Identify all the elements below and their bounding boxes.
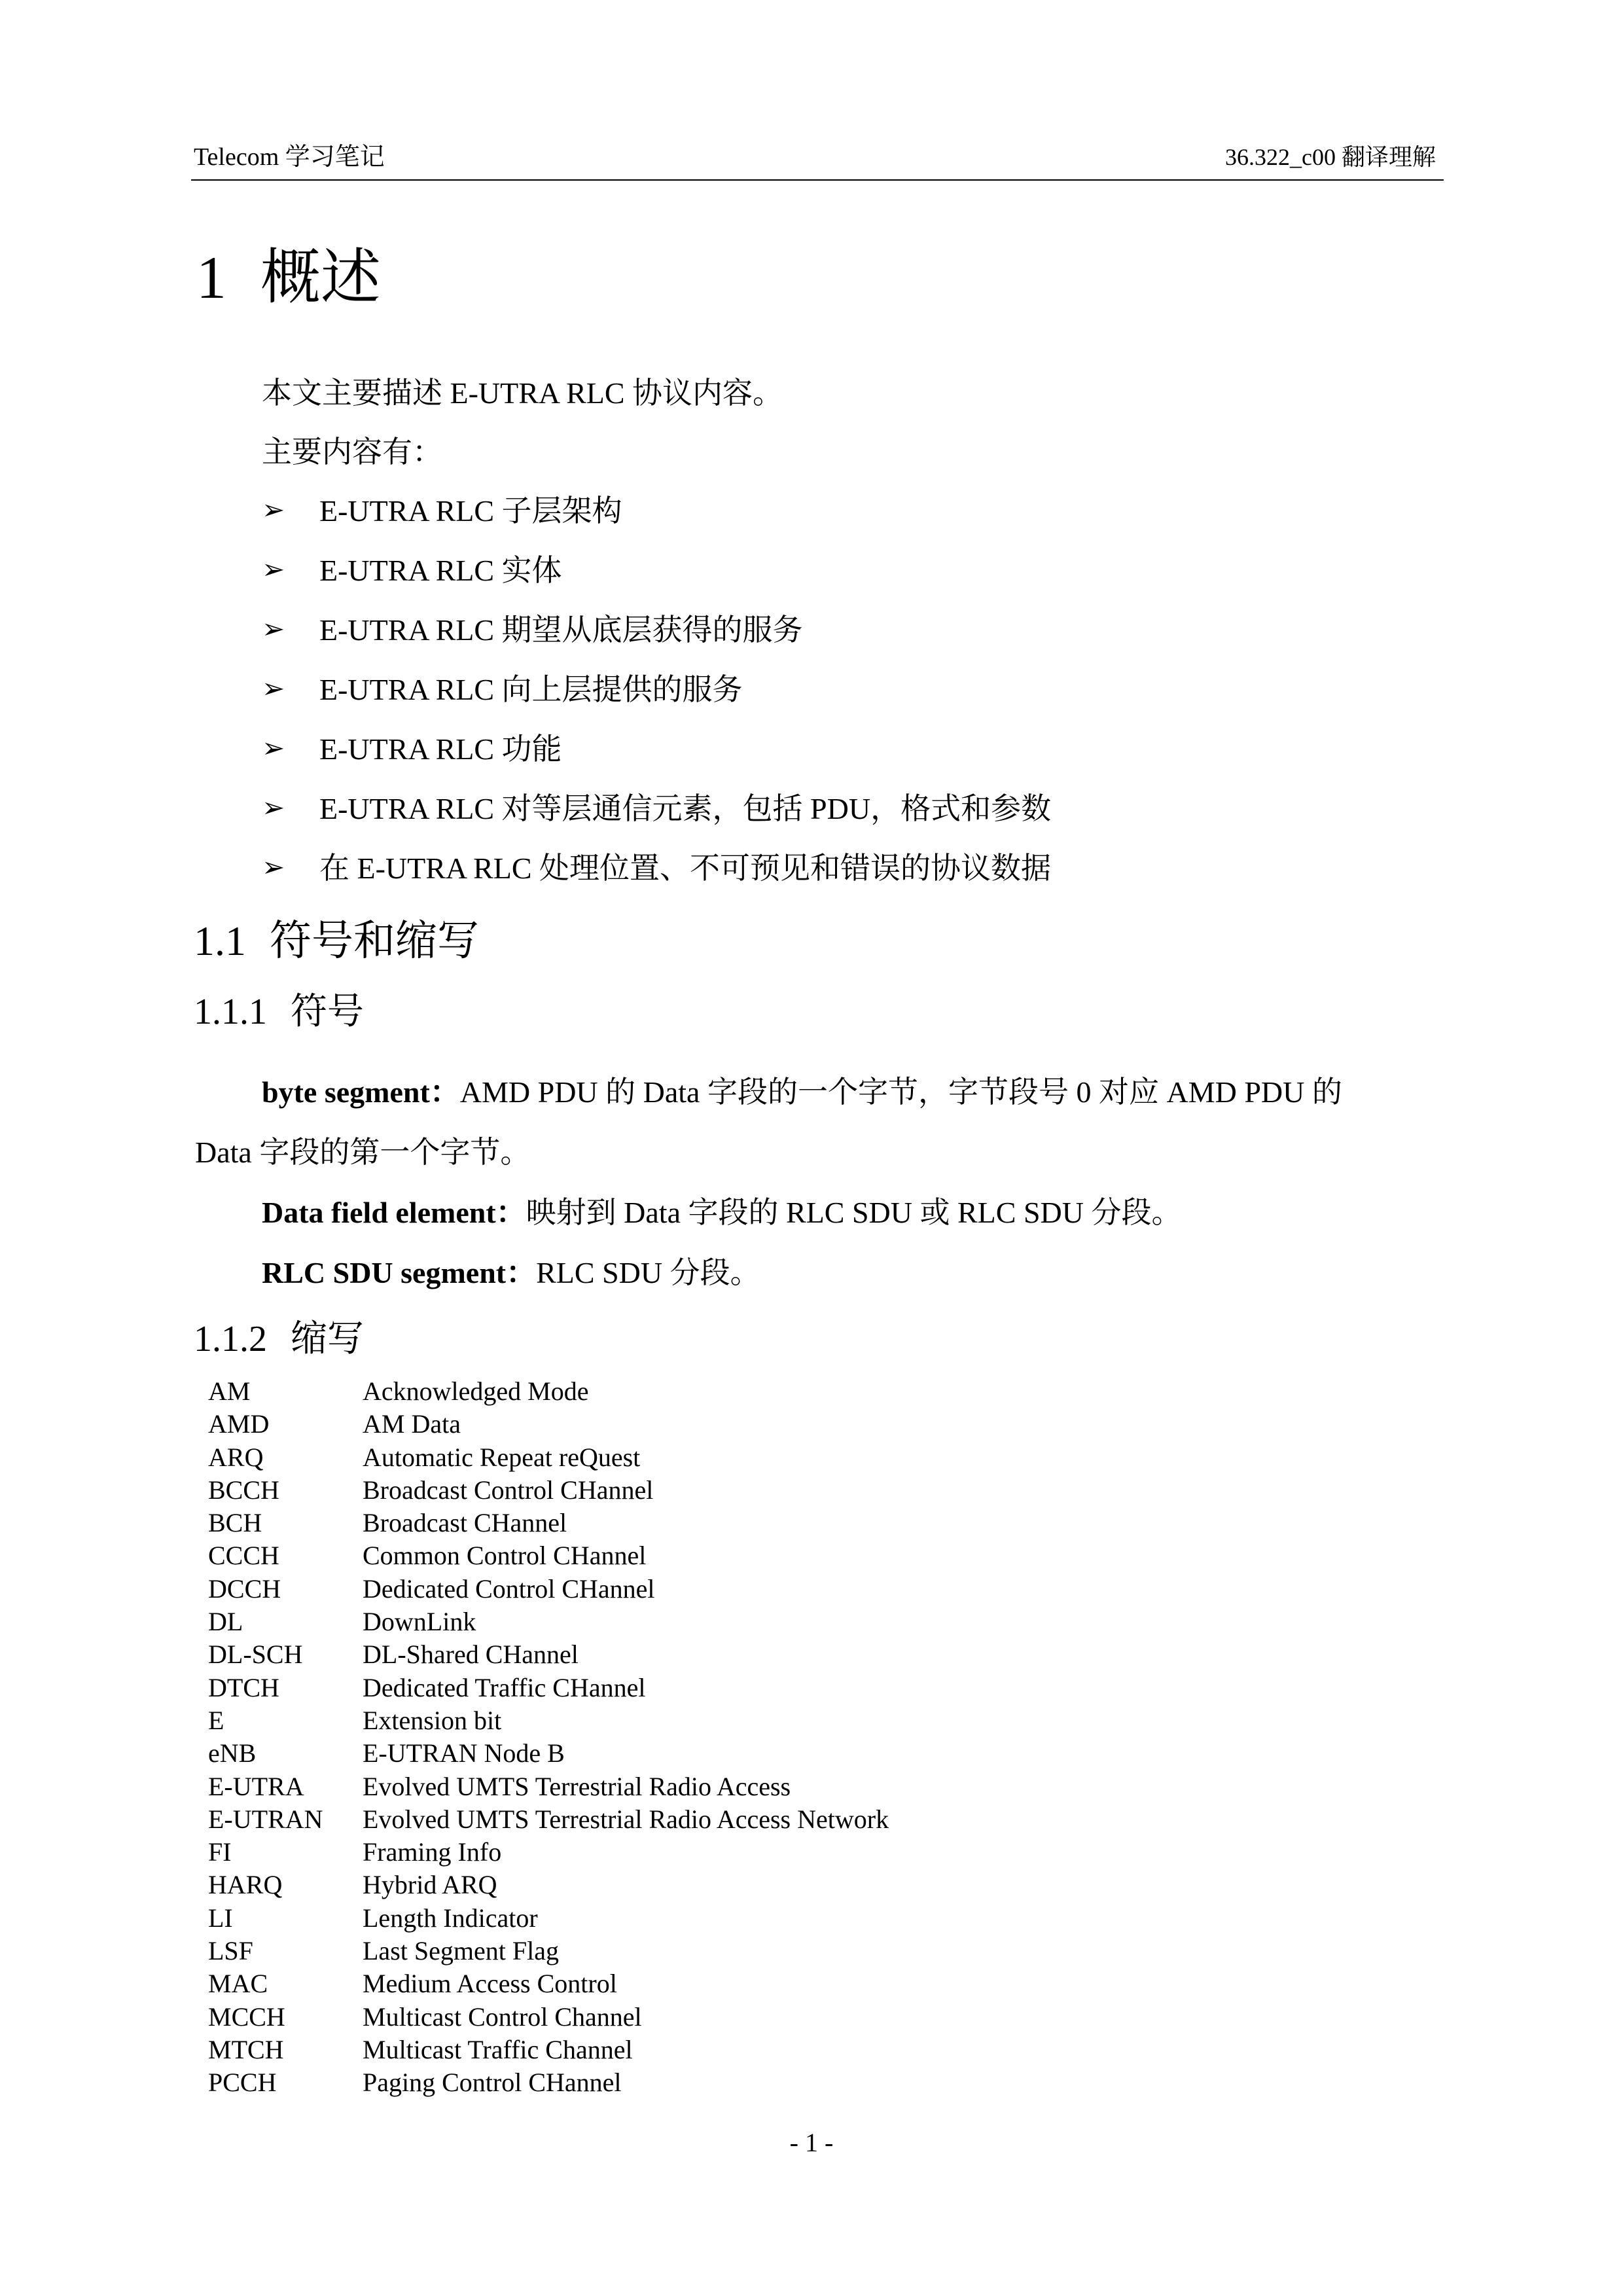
list-item	[262, 615, 1051, 675]
page-number: - 1 -	[789, 2128, 834, 2157]
header-left-title: Telecom 学习笔记	[194, 143, 385, 171]
abbreviation-meaning: AM Data	[363, 1409, 461, 1439]
abbreviation-row	[208, 1672, 1190, 1708]
abbreviation-meaning: DownLink	[363, 1607, 476, 1637]
list-item	[262, 853, 1051, 913]
abbreviation-meaning: Broadcast CHannel	[363, 1508, 567, 1538]
abbreviation-term: LSF	[208, 1936, 253, 1966]
section-1-number: 1	[196, 244, 226, 311]
list-item-text: E-UTRA RLC 子层架构	[319, 494, 622, 528]
abbreviation-meaning: Evolved UMTS Terrestrial Radio Access Network	[363, 1804, 889, 1834]
abbreviation-row	[208, 1872, 1190, 1905]
abbreviation-row	[208, 1740, 1190, 1773]
abbreviation-meaning: Automatic Repeat reQuest	[363, 1442, 641, 1472]
abbreviation-row	[208, 1543, 1190, 1575]
abbreviation-row	[208, 1573, 1190, 1609]
abbreviation-term: CCCH	[208, 1541, 279, 1571]
section-1-1-1-number: 1.1.1	[194, 992, 267, 1032]
abbreviation-meaning: Dedicated Control CHannel	[363, 1573, 655, 1604]
list-item-text: E-UTRA RLC 期望从底层获得的服务	[319, 613, 803, 647]
list-item-text: E-UTRA RLC 对等层通信元素，包括 PDU，格式和参数	[319, 792, 1052, 825]
abbreviation-meaning: Last Segment Flag	[363, 1936, 559, 1966]
abbreviation-meaning: Hybrid ARQ	[363, 1870, 497, 1900]
arrow-bullet-icon: ➢	[262, 791, 285, 823]
abbreviation-term: HARQ	[208, 1870, 283, 1900]
abbreviation-row	[208, 2034, 1190, 2070]
abbreviation-term: DL-SCH	[208, 1640, 303, 1670]
abbreviation-term: E	[208, 1705, 224, 1735]
abbreviation-row	[208, 2070, 1190, 2102]
abbreviation-meaning: Multicast Control Channel	[363, 2001, 642, 2032]
abbreviation-row	[208, 1641, 1190, 1674]
section-1-1-2-number: 1.1.2	[194, 1319, 267, 1359]
abbreviation-term: BCH	[208, 1508, 262, 1538]
list-item-text: E-UTRA RLC 功能	[319, 732, 562, 766]
abbreviation-term: DL	[208, 1607, 243, 1637]
abbreviation-row	[208, 1971, 1190, 2003]
list-item-text: E-UTRA RLC 向上层提供的服务	[319, 673, 743, 706]
abbreviation-meaning: Framing Info	[363, 1837, 502, 1867]
list-item	[262, 734, 1051, 794]
definition-term: byte segment：	[262, 1075, 460, 1109]
content-bullet-list	[262, 493, 1052, 913]
section-1-1-heading	[194, 917, 479, 965]
abbreviation-meaning: Acknowledged Mode	[363, 1376, 589, 1406]
definition-term: RLC SDU segment：	[262, 1256, 537, 1289]
list-item	[262, 553, 1051, 615]
abbreviation-row	[208, 1411, 1190, 1444]
abbreviation-row	[208, 2001, 1190, 2037]
abbreviation-term: E-UTRA	[208, 1771, 304, 1801]
abbreviation-meaning: Dedicated Traffic CHannel	[363, 1672, 646, 1702]
abbreviation-row	[208, 1477, 1190, 1510]
abbreviation-meaning: Common Control CHannel	[363, 1541, 647, 1571]
section-1-1-number: 1.1	[194, 918, 246, 964]
abbreviation-meaning: Paging Control CHannel	[363, 2068, 622, 2098]
abbreviation-row	[208, 1905, 1190, 1938]
list-item-text: E-UTRA RLC 实体	[319, 554, 562, 587]
arrow-bullet-icon: ➢	[262, 553, 285, 585]
abbreviation-meaning: Broadcast Control CHannel	[363, 1475, 654, 1505]
abbreviation-meaning: Medium Access Control	[363, 1969, 617, 1999]
abbreviation-term: FI	[208, 1837, 232, 1867]
abbreviation-meaning: Evolved UMTS Terrestrial Radio Access	[363, 1771, 791, 1801]
definition-byte-segment-cont: Data 字段的第一个字节。	[195, 1136, 531, 1169]
abbreviation-term: LI	[208, 1903, 233, 1933]
definition-rlc-sdu-segment	[262, 1258, 760, 1288]
abbreviation-meaning: DL-Shared CHannel	[363, 1640, 579, 1670]
abbreviation-term: eNB	[208, 1738, 257, 1768]
definition-text: RLC SDU 分段。	[536, 1256, 760, 1289]
abbreviation-row	[208, 1806, 1190, 1839]
abbreviation-term: DCCH	[208, 1573, 281, 1604]
abbreviation-meaning: E-UTRAN Node B	[363, 1738, 565, 1768]
abbreviation-row	[208, 1378, 1190, 1411]
abbreviation-term: BCCH	[208, 1475, 279, 1505]
arrow-bullet-icon: ➢	[262, 851, 285, 883]
list-item	[262, 672, 1051, 734]
definition-text: AMD PDU 的 Data 字段的一个字节，字节段号 0 对应 AMD PDU 的	[459, 1075, 1342, 1109]
abbreviation-term: MAC	[208, 1969, 268, 1999]
abbreviation-list	[208, 1378, 1190, 2103]
section-1-1-1-title: 符号	[291, 990, 364, 1033]
abbreviation-term: ARQ	[208, 1442, 264, 1472]
arrow-bullet-icon: ➢	[262, 672, 285, 704]
abbreviation-row	[208, 1444, 1190, 1477]
abbreviation-term: E-UTRAN	[208, 1804, 323, 1834]
list-item-text: 在 E-UTRA RLC 处理位置、不可预见和错误的协议数据	[319, 852, 1052, 885]
abbreviation-term: AM	[208, 1376, 251, 1406]
definition-term: Data field element：	[262, 1196, 526, 1229]
section-1-1-title: 符号和缩写	[270, 917, 479, 965]
intro-line-2: 主要内容有：	[262, 435, 442, 469]
abbreviation-row	[208, 1938, 1190, 1971]
arrow-bullet-icon: ➢	[262, 493, 285, 526]
abbreviation-row	[208, 1510, 1190, 1543]
section-1-1-2-title: 缩写	[291, 1318, 364, 1360]
abbreviation-term: MCCH	[208, 2001, 285, 2032]
list-item	[262, 791, 1052, 853]
abbreviation-meaning: Multicast Traffic Channel	[363, 2034, 633, 2064]
section-1-title: 概述	[260, 242, 382, 312]
abbreviation-meaning: Extension bit	[363, 1705, 502, 1735]
abbreviation-row	[208, 1771, 1190, 1806]
definition-data-field-element	[262, 1198, 1181, 1228]
section-1-heading	[196, 242, 382, 312]
abbreviation-row	[208, 1609, 1190, 1641]
header-divider	[191, 179, 1444, 181]
section-1-1-2-heading	[194, 1318, 364, 1360]
definition-byte-segment	[262, 1077, 1342, 1107]
section-1-1-1-heading	[194, 990, 364, 1033]
arrow-bullet-icon: ➢	[262, 732, 285, 764]
abbreviation-row	[208, 1705, 1190, 1740]
abbreviation-term: AMD	[208, 1409, 270, 1439]
intro-line-1: 本文主要描述 E-UTRA RLC 协议内容。	[262, 376, 783, 410]
abbreviation-term: PCCH	[208, 2068, 277, 2098]
definition-text: 映射到 Data 字段的 RLC SDU 或 RLC SDU 分段。	[526, 1196, 1182, 1229]
abbreviation-row	[208, 1839, 1190, 1872]
abbreviation-term: MTCH	[208, 2034, 284, 2064]
abbreviation-term: DTCH	[208, 1672, 279, 1702]
header-right-title: 36.322_c00 翻译理解	[1225, 144, 1436, 170]
list-item	[262, 493, 1051, 556]
arrow-bullet-icon: ➢	[262, 613, 285, 645]
abbreviation-meaning: Length Indicator	[363, 1903, 538, 1933]
